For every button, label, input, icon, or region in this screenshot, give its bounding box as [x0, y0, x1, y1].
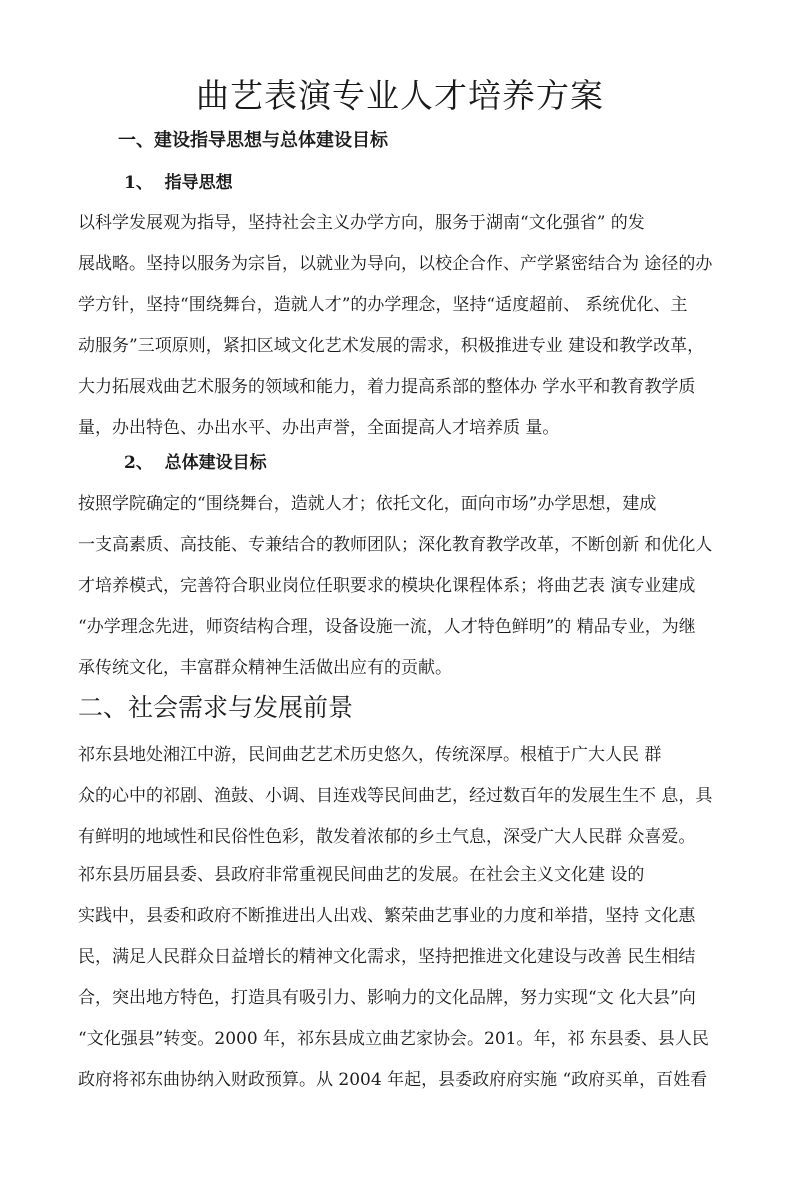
paragraph-line: 合，突出地方特色，打造具有吸引力、影响力的文化品牌，努力实现“文 化大县”向: [78, 988, 696, 1008]
paragraph-line: 政府将祁东曲协纳入财政预算。从 2004 年起，县委政府府实施 “政府买单，百姓看: [78, 1070, 708, 1090]
paragraph-line: 祁东县地处湘江中游，民间曲艺艺术历史悠久，传统深厚。根植于广大人民 群: [78, 745, 662, 765]
paragraph-line: 一支高素质、高技能、专兼结合的教师团队；深化教育教学改革，不断创新 和优化人: [78, 535, 713, 555]
subsection1-heading: 1、 指导思想: [124, 173, 233, 193]
social-demand-paragraph-1: [78, 735, 738, 858]
paragraph-line: 有鲜明的地域性和民俗性色彩，散发着浓郁的乡土气息，深受广大人民群 众喜爱。: [78, 827, 696, 847]
paragraph-line: 学方针，坚持“围绕舞台，造就人才”的办学理念，坚持“适度超前、 系统优化、主: [78, 295, 688, 315]
paragraph-line: “办学理念先进，师资结构合理，设备设施一流，人才特色鲜明”的 精品专业，为继: [78, 617, 696, 637]
paragraph-line: “文化强县”转变。2000 年，祁东县成立曲艺家协会。201。年，祁 东县委、县人民: [78, 1029, 709, 1049]
paragraph-line: 量，办出特色、办出水平、办出声誉，全面提高人才培养质 量。: [78, 418, 560, 438]
overall-goal-paragraph: [78, 484, 738, 689]
section1-heading: 一、建设指导思想与总体建设目标: [118, 130, 388, 151]
paragraph-line: 祁东县历届县委、县政府非常重视民间曲艺的发展。在社会主义文化建 设的: [78, 865, 645, 885]
paragraph-line: 大力拓展戏曲艺术服务的领域和能力，着力提高系部的整体办 学水平和教育教学质: [78, 377, 696, 397]
paragraph-line: 展战略。坚持以服务为宗旨，以就业为导向，以校企合作、产学紧密结合为 途径的办: [78, 254, 713, 274]
paragraph-line: 实践中，县委和政府不断推进出人出戏、繁荣曲艺事业的力度和举措，坚持 文化惠: [78, 906, 696, 926]
paragraph-line: 才培养模式，完善符合职业岗位任职要求的模块化课程体系；将曲艺表 演专业建成: [78, 576, 696, 596]
section2-heading: 二、社会需求与发展前景: [78, 693, 354, 722]
paragraph-line: 承传统文化，丰富群众精神生活做出应有的贡献。: [78, 658, 452, 678]
document-title: 曲艺表演专业人才培养方案: [196, 76, 604, 115]
social-demand-paragraph-2: [78, 855, 738, 1101]
paragraph-line: 动服务”三项原则，紧扣区域文化艺术发展的需求，积极推进专业 建设和教学改革，: [78, 336, 705, 356]
guiding-ideology-paragraph: [78, 203, 738, 449]
paragraph-line: 众的心中的祁剧、渔鼓、小调、目连戏等民间曲艺，经过数百年的发展生生不 息，具: [78, 786, 713, 806]
paragraph-line: 民，满足人民群众日益增长的精神文化需求，坚持把推进文化建设与改善 民生相结: [78, 947, 696, 967]
paragraph-line: 按照学院确定的“围绕舞台，造就人才；依托文化，面向市场”办学思想，建成: [78, 494, 657, 514]
paragraph-line: 以科学发展观为指导，坚持社会主义办学方向，服务于湖南“文化强省” 的发: [78, 213, 645, 233]
subsection2-heading: 2、 总体建设目标: [124, 453, 267, 473]
